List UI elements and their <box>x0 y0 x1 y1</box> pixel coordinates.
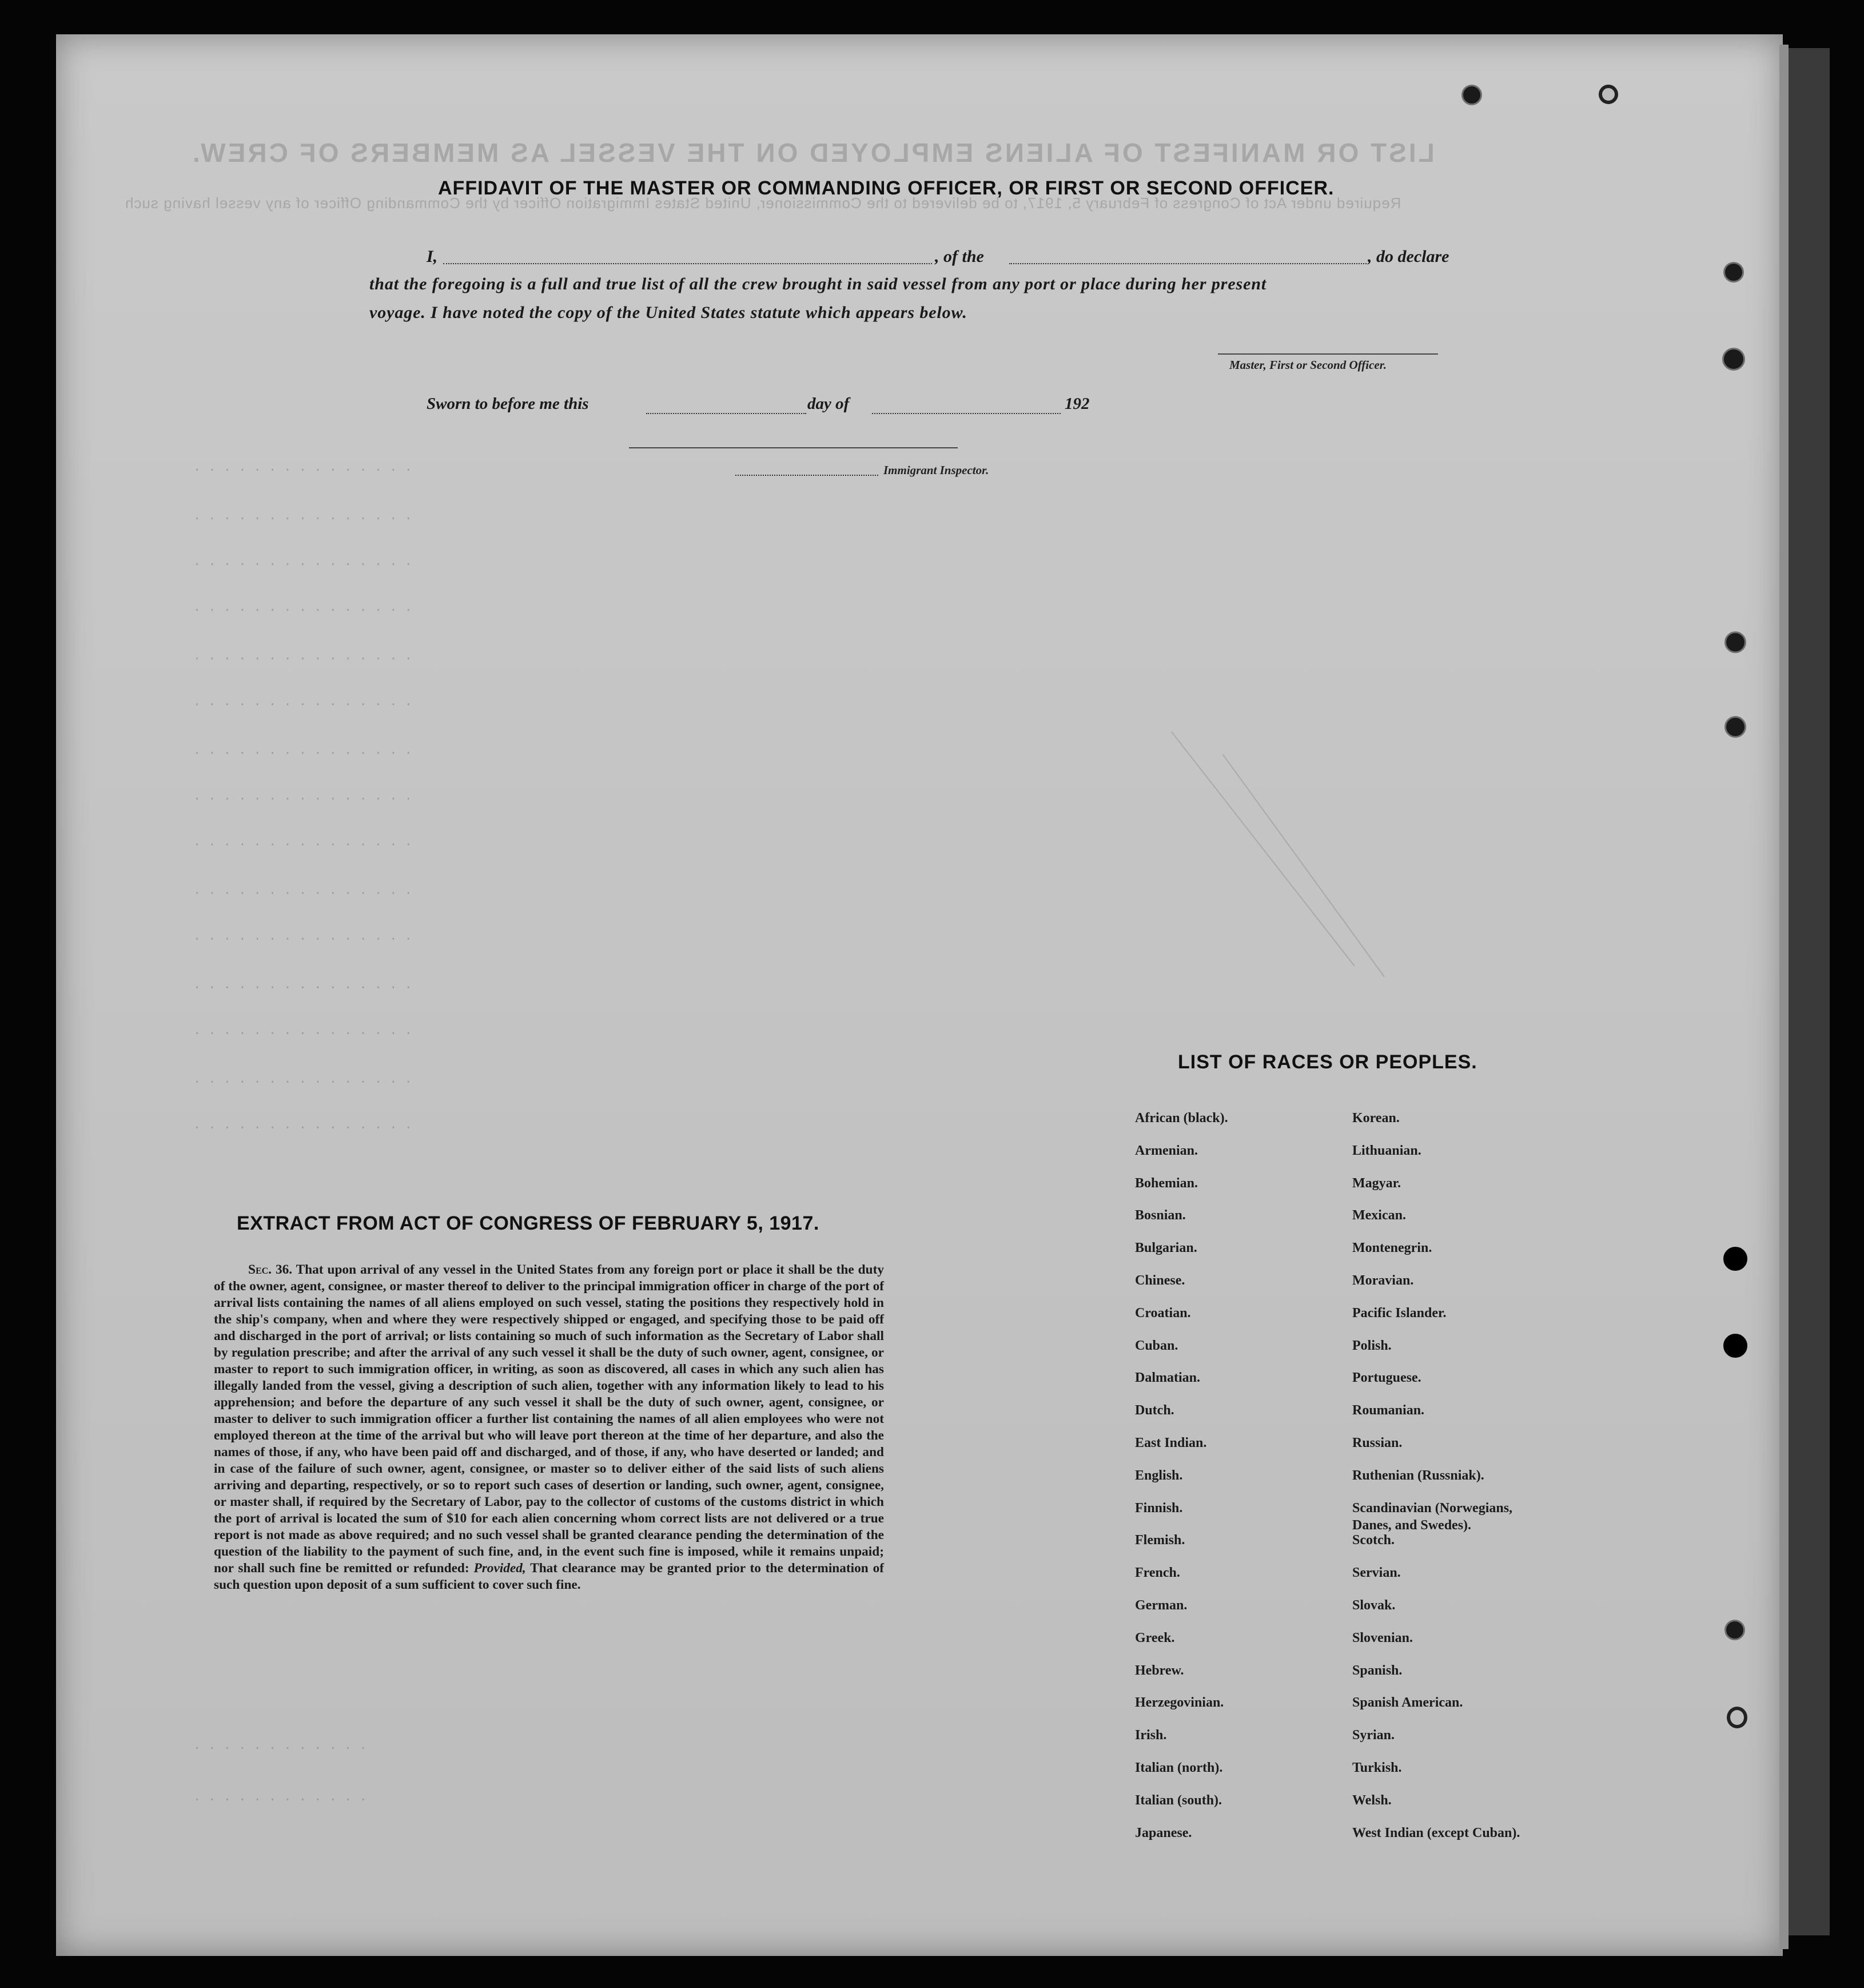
proviso-word: Provided, <box>473 1561 526 1576</box>
race-item: Moravian. <box>1352 1273 1414 1288</box>
race-item: Greek. <box>1135 1630 1175 1645</box>
binding-hole <box>1724 631 1746 653</box>
binding-hole <box>1723 1334 1747 1358</box>
binding-hole <box>1723 262 1744 283</box>
race-item: Syrian. <box>1352 1728 1395 1743</box>
paper-crease <box>1171 731 1355 967</box>
race-item: Mexican. <box>1352 1208 1406 1223</box>
race-item: Flemish. <box>1135 1533 1185 1548</box>
races-column-1 <box>1135 1110 1324 1856</box>
section-number: Sec. 36. <box>248 1262 293 1277</box>
binding-hole <box>1599 85 1618 104</box>
year-label: 192 <box>1065 395 1090 413</box>
race-item: Pacific Islander. <box>1352 1305 1447 1321</box>
bleed-through-subtitle: Required under Act of Congress of February 5, 1917, to be delivered to the Commissioner, United States Immigration Officer by the Commanding Officer of any vessel having such <box>125 194 1401 212</box>
paper-crease <box>1222 754 1385 977</box>
race-item: Russian. <box>1352 1435 1403 1450</box>
affidavit-body-line-1: that the foregoing is a full and true list of all the crew brought in said vessel from any port or place during her present <box>369 275 1267 293</box>
race-item: Roumanian. <box>1352 1403 1425 1418</box>
race-item: Bulgarian. <box>1135 1240 1197 1256</box>
inspector-name-line[interactable] <box>735 475 878 476</box>
race-item: Portuguese. <box>1352 1370 1421 1386</box>
race-item: African (black). <box>1135 1111 1228 1126</box>
race-item: Ruthenian (Russniak). <box>1352 1468 1484 1483</box>
race-item: Italian (south). <box>1135 1792 1222 1808</box>
race-item: Servian. <box>1352 1565 1401 1581</box>
sworn-label: Sworn to before me this <box>427 395 589 413</box>
race-item: Welsh. <box>1352 1792 1392 1808</box>
binding-hole <box>1724 1620 1745 1640</box>
underlying-page-edge <box>1789 48 1830 1935</box>
master-signature-label: Master, First or Second Officer. <box>1229 358 1387 372</box>
race-item: Slovenian. <box>1352 1630 1413 1645</box>
race-item: West Indian (except Cuban). <box>1352 1825 1520 1840</box>
race-item: Bosnian. <box>1135 1208 1186 1223</box>
manifest-sheet: LIST OR MANIFEST OF ALIENS EMPLOYED ON THE VESSEL AS MEMBERS OF CREW. Required under Act of Congress of February 5, 1917, to be delivered to the Commissioner, United States Immigration Officer by the Commanding Officer of any vessel having such . . . . . . . . . . . . . . . . . . . . . . . . . . . . . . . . . . . . . . . . . . . . . . . . . . . . . . . . . . . . . . . . . . . . . . . . . . . . . . . . . . . . . . . . . . . . . . . . . . . . . . . . . . . . . . . . . . . . . . . . . . . . . . . . . . . . . . . . . . . . . . . . . . . . . . . . . . . . . . . . . . . . . . . . . . . . . . . . . . . . . . . . . . . . . . . . . . . . . . . . . . . . . . . . . . . . . . . . . . . . . . . . . . . . . . . . . . . . . . . . . . . . . . . . . <box>56 34 1783 1956</box>
race-item: Chinese. <box>1135 1273 1185 1288</box>
race-item: Scandinavian (Norwegians, Danes, and Swedes). <box>1352 1500 1513 1533</box>
inspector-label: Immigrant Inspector. <box>883 463 989 477</box>
day-of-label: day of <box>807 395 850 413</box>
race-item: German. <box>1135 1597 1188 1613</box>
race-item: Polish. <box>1352 1338 1392 1353</box>
race-item: Herzegovinian. <box>1135 1695 1224 1711</box>
binding-hole <box>1727 1707 1747 1728</box>
race-item: Spanish. <box>1352 1663 1403 1678</box>
do-declare-label: , do declare <box>1368 247 1449 266</box>
affidavit-heading: AFFIDAVIT OF THE MASTER OR COMMANDING OFFICER, OR FIRST OR SECOND OFFICER. <box>438 177 1335 199</box>
race-item: French. <box>1135 1565 1180 1581</box>
race-item: Japanese. <box>1135 1825 1192 1840</box>
act-section-36 <box>214 1262 884 1593</box>
race-item: Montenegrin. <box>1352 1240 1432 1256</box>
race-item: Dalmatian. <box>1135 1370 1200 1386</box>
race-item: Armenian. <box>1135 1143 1198 1158</box>
race-item: Lithuanian. <box>1352 1143 1421 1158</box>
race-item: English. <box>1135 1468 1183 1483</box>
binding-hole <box>1724 716 1746 738</box>
i-label: I, <box>427 247 438 266</box>
master-signature-line[interactable] <box>1218 353 1438 355</box>
of-the-label: , of the <box>935 247 984 266</box>
race-item: Irish. <box>1135 1728 1167 1743</box>
binding-hole <box>1723 1247 1747 1271</box>
race-item: Korean. <box>1352 1111 1400 1126</box>
race-item: Croatian. <box>1135 1305 1191 1321</box>
races-heading: LIST OF RACES OR PEOPLES. <box>1178 1051 1477 1073</box>
inspector-signature-line[interactable] <box>629 447 958 448</box>
race-item: Bohemian. <box>1135 1175 1198 1191</box>
race-item: Hebrew. <box>1135 1663 1184 1678</box>
affidavit-body-line-2: voyage. I have noted the copy of the United States statute which appears below. <box>369 303 967 322</box>
sheet-edge <box>1779 45 1789 1949</box>
race-item: Cuban. <box>1135 1338 1178 1353</box>
race-item: East Indian. <box>1135 1435 1207 1450</box>
race-item: Slovak. <box>1352 1597 1396 1613</box>
extract-heading: EXTRACT FROM ACT OF CONGRESS OF FEBRUARY 5, 1917. <box>237 1212 819 1234</box>
race-item: Finnish. <box>1135 1500 1183 1516</box>
section-text: That upon arrival of any vessel in the United States from any foreign port or place it shall be the duty of the owner, agent, consignee, or master thereof to deliver to the principal immigration officer in charge of the port of arrival lists containing the names of all aliens employed on such vessel, stating the positions they respectively hold in the ship's company, when and where they were respectively shipped or engaged, and specifying those to be paid off and discharged in the port of arrival; or lists containing so much of such information as the Secretary of Labor shall by regulation prescribe; and after the arrival of any such vessel it shall be the duty of such owner, agent, consignee, or master to report to such immigration officer, in writing, as soon as discovered, all cases in which any such alien has illegally landed from the vessel, giving a description of such alien, together with any information likely to lead to his apprehension; and before the departure of any such vessel it shall be the duty of such owner, agent, consignee, or master to deliver to such immigration officer a further list containing the names of all alien employees who were not employed thereon at the time of the arrival but who will leave port thereon at the time of her departure, and also the names of those, if any, who have been paid off and discharged, and of those, if any, who have deserted or landed; and in case of the failure of such owner, agent, consignee, or master so to deliver either of the said lists of such aliens arriving and departing, respectively, or so to report such cases of desertion or landing, such owner, agent, consignee, or master shall, if required by the Secretary of Labor, pay to the collector of customs of the customs district in which the port of arrival is located the sum of $10 for each alien concerning whom correct lists are not delivered or a true report is not made as above required; and no such vessel shall be granted clearance pending the determination of the question of the liability to the payment of such fine, and, in the event such fine is imposed, while it remains unpaid; nor shall such fine be remitted or refunded: <box>214 1262 885 1576</box>
officer-name-line[interactable] <box>443 263 932 264</box>
race-item: Italian (north). <box>1135 1760 1223 1775</box>
binding-hole <box>1722 348 1745 371</box>
section-text-end: That clearance may be granted prior to the determination of such question upon deposit of a sum sufficient to cover such fine. <box>214 1561 884 1592</box>
race-item: Turkish. <box>1352 1760 1402 1775</box>
sworn-month-line[interactable] <box>872 413 1061 414</box>
race-item: Magyar. <box>1352 1175 1401 1191</box>
sworn-day-line[interactable] <box>646 413 806 414</box>
vessel-name-line[interactable] <box>1009 263 1367 264</box>
races-column-2 <box>1352 1110 1621 1856</box>
race-item: Scotch. <box>1352 1533 1395 1548</box>
binding-hole <box>1461 85 1482 105</box>
race-item: Dutch. <box>1135 1403 1174 1418</box>
race-item: Spanish American. <box>1352 1695 1463 1711</box>
bleed-through-title: LIST OR MANIFEST OF ALIENS EMPLOYED ON THE VESSEL AS MEMBERS OF CREW. <box>190 138 1435 168</box>
